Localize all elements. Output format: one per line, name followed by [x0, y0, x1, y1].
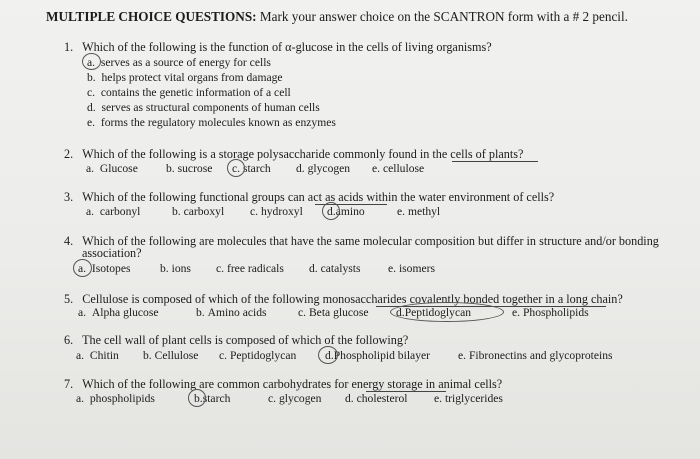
q5-option-c[interactable]: [298, 306, 369, 319]
option-letter: e.: [388, 262, 397, 275]
option-letter: c.: [216, 262, 225, 275]
option-letter: c.: [87, 86, 96, 99]
option-text: phospholipids: [89, 392, 155, 405]
answer-circle-mark: [390, 302, 504, 322]
q5-option-a[interactable]: [78, 306, 159, 319]
question-6: [64, 333, 408, 347]
q1-option-b[interactable]: [87, 71, 283, 84]
q7-option-a[interactable]: [76, 392, 155, 405]
option-letter: c.: [232, 162, 241, 175]
q2-option-a[interactable]: [86, 162, 138, 175]
option-letter: a.: [76, 349, 85, 362]
option-text: serves as structural components of human cells: [101, 101, 320, 114]
option-text: sucrose: [177, 162, 213, 175]
option-letter: a.: [87, 56, 96, 69]
option-text: Isotopes: [91, 262, 131, 275]
q7-option-c[interactable]: [268, 392, 321, 405]
header-title: MULTIPLE CHOICE QUESTIONS:: [46, 9, 257, 24]
option-text: Alpha glucose: [91, 306, 159, 319]
question-text-line2: association?: [82, 246, 142, 260]
option-letter: a.: [76, 392, 85, 405]
q2-option-e[interactable]: [372, 162, 424, 175]
question-2: [64, 147, 523, 161]
option-letter: d.: [309, 262, 318, 275]
option-letter: d.: [345, 392, 354, 405]
q4-option-e[interactable]: [388, 262, 435, 275]
option-text: helps protect vital organs from damage: [101, 71, 283, 84]
q6-option-c[interactable]: [219, 349, 296, 362]
question-4-line2: [82, 246, 142, 260]
option-text: Peptidoglycan: [404, 306, 472, 319]
option-letter: a.: [78, 306, 87, 319]
option-text: glycogen: [278, 392, 322, 405]
option-letter: d.: [327, 205, 336, 218]
question-number: 2.: [64, 147, 74, 161]
q1-option-c[interactable]: [87, 86, 291, 99]
question-number: 7.: [64, 377, 74, 391]
option-text: Cellulose: [154, 349, 199, 362]
option-text: catalysts: [320, 262, 361, 275]
option-letter: b.: [143, 349, 152, 362]
option-text: Amino acids: [207, 306, 267, 319]
q4-option-c[interactable]: [216, 262, 284, 275]
option-letter: d.: [87, 101, 96, 114]
page-header: [46, 9, 628, 25]
option-text: forms the regulatory molecules known as enzymes: [100, 116, 336, 129]
option-text: Beta glucose: [308, 306, 369, 319]
option-text: Phospholipids: [522, 306, 589, 319]
option-text: triglycerides: [444, 392, 503, 405]
option-letter: a.: [86, 205, 95, 218]
question-1: [64, 40, 492, 54]
option-text: amino: [335, 205, 365, 218]
question-number: 3.: [64, 190, 74, 204]
option-letter: b.: [87, 71, 96, 84]
option-letter: d.: [296, 162, 305, 175]
answer-circle-mark: [82, 53, 101, 70]
option-letter: b.: [166, 162, 175, 175]
header-instructions: Mark your answer choice on the SCANTRON form with a # 2 pencil.: [256, 9, 628, 24]
option-letter: e.: [87, 116, 96, 129]
q2-option-d[interactable]: [296, 162, 350, 175]
q4-option-b[interactable]: [160, 262, 191, 275]
q2-option-b[interactable]: [166, 162, 212, 175]
q5-option-e[interactable]: [512, 306, 589, 319]
option-text: starch: [242, 162, 271, 175]
question-text: Which of the following is a storage polysaccharide commonly found in the cells of plants?: [82, 147, 524, 161]
option-text: Fibronectins and glycoproteins: [468, 349, 613, 362]
question-number: 1.: [64, 40, 74, 54]
question-text: Which of the following is the function of α-glucose in the cells of living organisms?: [82, 40, 492, 54]
option-letter: c.: [298, 306, 307, 319]
option-letter: d.: [325, 349, 334, 362]
option-text: serves as a source of energy for cells: [100, 56, 271, 69]
option-text: Peptidoglycan: [229, 349, 297, 362]
option-letter: e.: [434, 392, 443, 405]
option-letter: e.: [372, 162, 381, 175]
option-text: cellulose: [382, 162, 425, 175]
option-letter: e.: [458, 349, 467, 362]
option-text: starch: [202, 392, 231, 405]
q6-option-e[interactable]: [458, 349, 613, 362]
option-letter: b.: [194, 392, 203, 405]
q5-option-b[interactable]: [196, 306, 267, 319]
q3-option-b[interactable]: [172, 205, 224, 218]
question-7: [64, 377, 502, 391]
option-letter: e.: [512, 306, 521, 319]
q6-option-d[interactable]: [325, 349, 430, 362]
question-text: The cell wall of plant cells is composed of which of the following?: [82, 333, 409, 347]
option-text: Glucose: [99, 162, 138, 175]
q1-option-e[interactable]: [87, 116, 336, 129]
option-letter: b.: [160, 262, 169, 275]
q3-option-c[interactable]: [250, 205, 303, 218]
option-text: Phospholipid bilayer: [333, 349, 430, 362]
option-letter: d.: [396, 306, 405, 319]
question-text: Which of the following functional groups can act as acids within the water environment of cells?: [82, 190, 555, 204]
underline-mark: [452, 161, 538, 162]
option-text: Chitin: [89, 349, 119, 362]
question-number: 5.: [64, 292, 74, 306]
question-text-line1: Which of the following are molecules that have the same molecular composition but differ in structure and/or bonding: [82, 234, 659, 248]
option-letter: a.: [78, 262, 87, 275]
question-number: 4.: [64, 234, 74, 248]
option-letter: c.: [268, 392, 277, 405]
answer-circle-mark: [73, 259, 92, 277]
q7-option-d[interactable]: [345, 392, 407, 405]
option-text: glycogen: [307, 162, 351, 175]
option-letter: b.: [196, 306, 205, 319]
question-3: [64, 190, 554, 204]
answer-circle-mark: [318, 346, 338, 364]
option-letter: a.: [86, 162, 95, 175]
answer-circle-mark: [322, 202, 340, 220]
option-letter: c.: [250, 205, 259, 218]
q1-option-d[interactable]: [87, 101, 320, 114]
answer-circle-mark: [227, 159, 245, 177]
option-text: contains the genetic information of a cell: [100, 86, 291, 99]
option-letter: e.: [397, 205, 406, 218]
q1-option-a[interactable]: [87, 56, 271, 69]
question-text: Cellulose is composed of which of the following monosaccharides covalently bonded together in a long chain?: [82, 292, 623, 306]
q6-option-b[interactable]: [143, 349, 198, 362]
q3-option-e[interactable]: [397, 205, 440, 218]
option-text: hydroxyl: [260, 205, 303, 218]
q3-option-a[interactable]: [86, 205, 140, 218]
q6-option-a[interactable]: [76, 349, 119, 362]
option-text: free radicals: [226, 262, 284, 275]
option-text: methyl: [407, 205, 441, 218]
question-number: 6.: [64, 333, 74, 347]
option-text: ions: [171, 262, 191, 275]
option-text: carboxyl: [183, 205, 225, 218]
option-text: cholesterol: [356, 392, 408, 405]
option-text: isomers: [398, 262, 436, 275]
q4-option-d[interactable]: [309, 262, 361, 275]
q7-option-e[interactable]: [434, 392, 503, 405]
question-5: [64, 292, 623, 306]
question-4: [64, 234, 659, 248]
option-letter: c.: [219, 349, 228, 362]
option-text: carbonyl: [99, 205, 141, 218]
option-letter: b.: [172, 205, 181, 218]
answer-circle-mark: [188, 389, 206, 407]
question-text: Which of the following are common carbohydrates for energy storage in animal cells?: [82, 377, 503, 391]
